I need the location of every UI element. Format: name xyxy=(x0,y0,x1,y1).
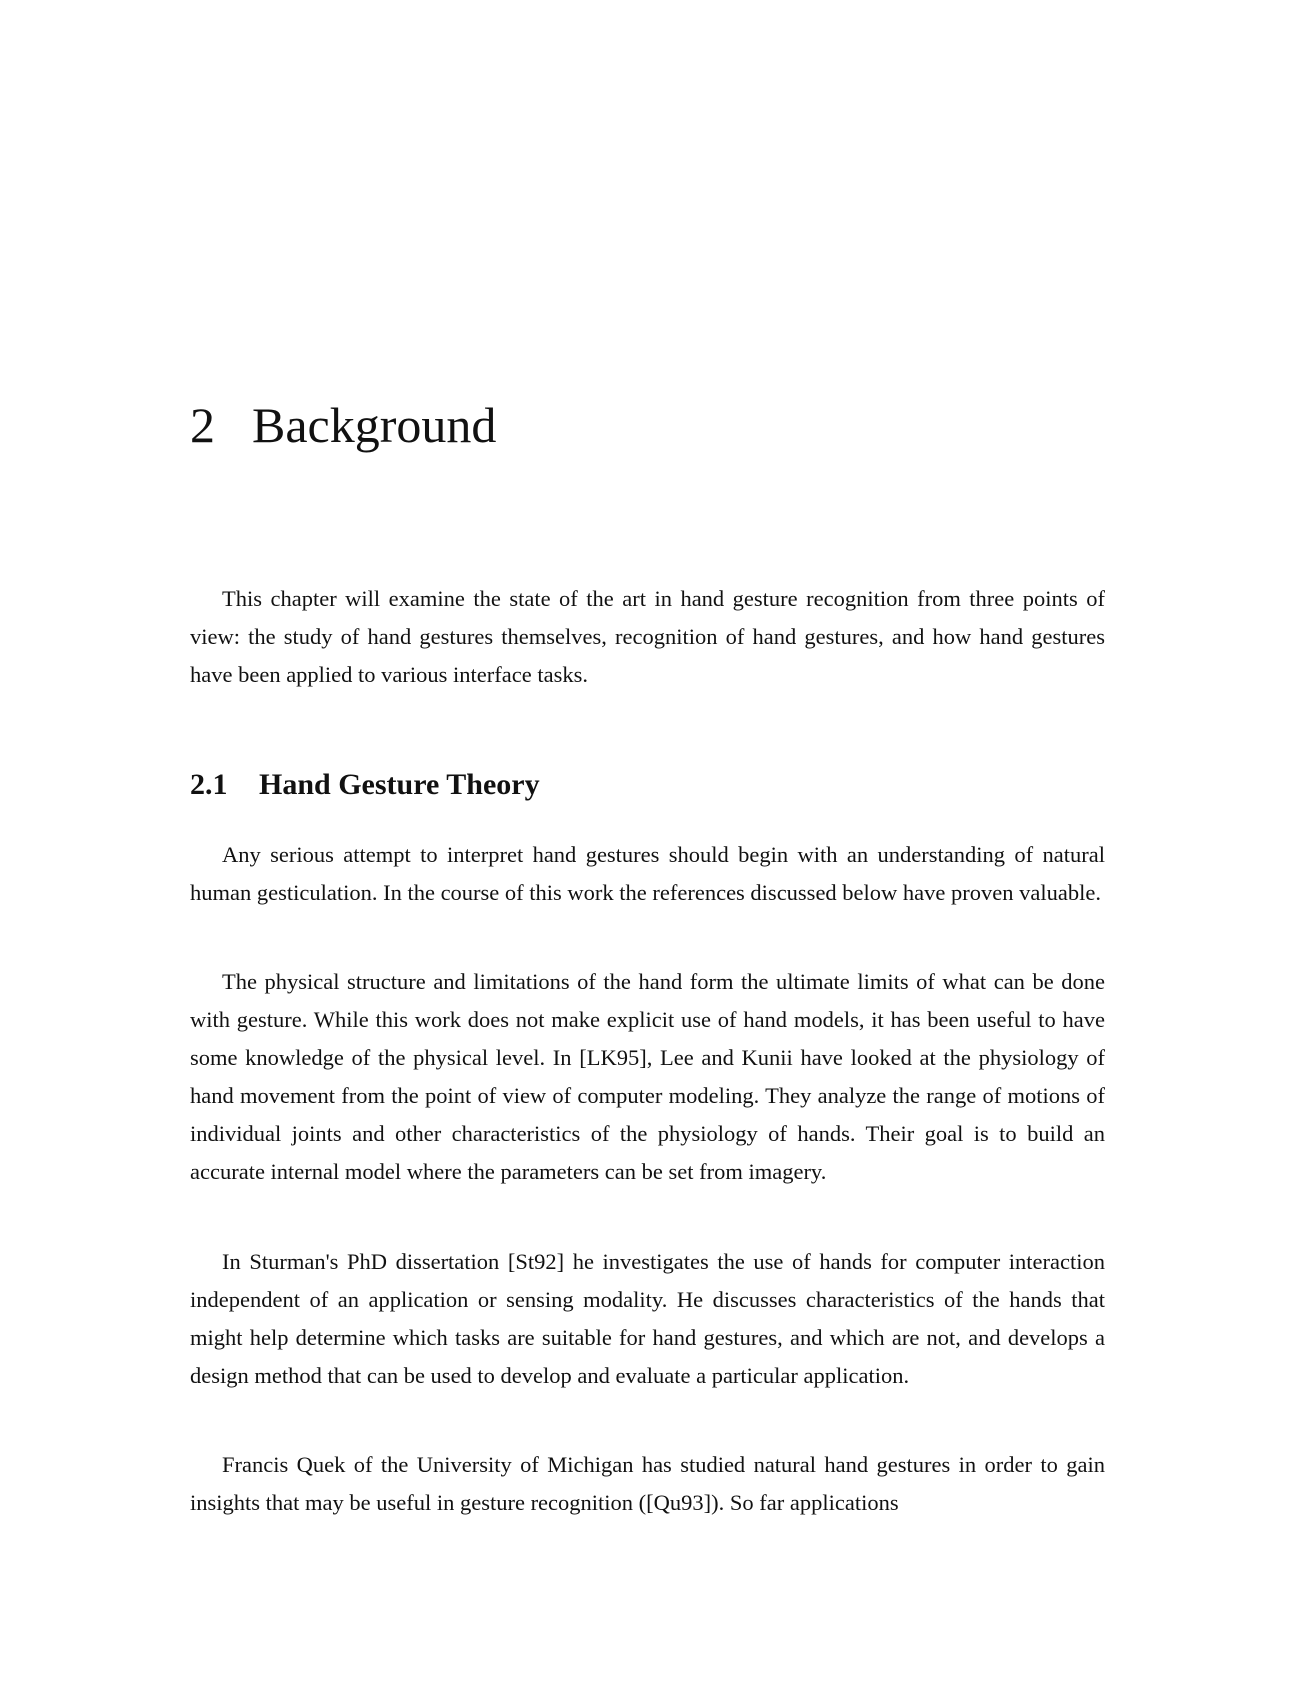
intro-paragraph: This chapter will examine the state of the art in hand gesture recognition from three points of view: the study of hand gestures themselves, recognition of hand gestures, and how hand gestures have been applied to various interface tasks. xyxy=(190,586,1105,687)
section-paragraph-3: In Sturman's PhD dissertation [St92] he investigates the use of hands for computer interaction independent of an application or sensing modality. He discusses characteristics of the hands that might help determine which tasks are suitable for hand gestures, and which are not, and develops a design method that can be used to develop and evaluate a particular application. xyxy=(190,1249,1105,1388)
section-paragraph-4: Francis Quek of the University of Michigan has studied natural hand gestures in order to gain insights that may be useful in gesture recognition ([Qu93]). So far applications xyxy=(190,1452,1105,1515)
section-heading xyxy=(190,770,540,800)
section-title: Hand Gesture Theory xyxy=(259,768,540,801)
section-number: 2.1 xyxy=(190,768,228,801)
chapter-number: 2 xyxy=(190,397,215,453)
chapter-title: Background xyxy=(252,397,497,453)
section-paragraph-1: Any serious attempt to interpret hand gestures should begin with an understanding of natural human gesticulation. In the course of this work the references discussed below have proven valuable. xyxy=(190,842,1105,905)
section-paragraph-2: The physical structure and limitations of the hand form the ultimate limits of what can be done with gesture. While this work does not make explicit use of hand models, it has been useful to have some knowledge of the physical level. In [LK95], Lee and Kunii have looked at the physiology of hand movement from the point of view of computer modeling. They analyze the range of motions of individual joints and other characteristics of the physiology of hands. Their goal is to build an accurate internal model where the parameters can be set from imagery. xyxy=(190,969,1105,1184)
chapter-heading xyxy=(190,397,497,453)
